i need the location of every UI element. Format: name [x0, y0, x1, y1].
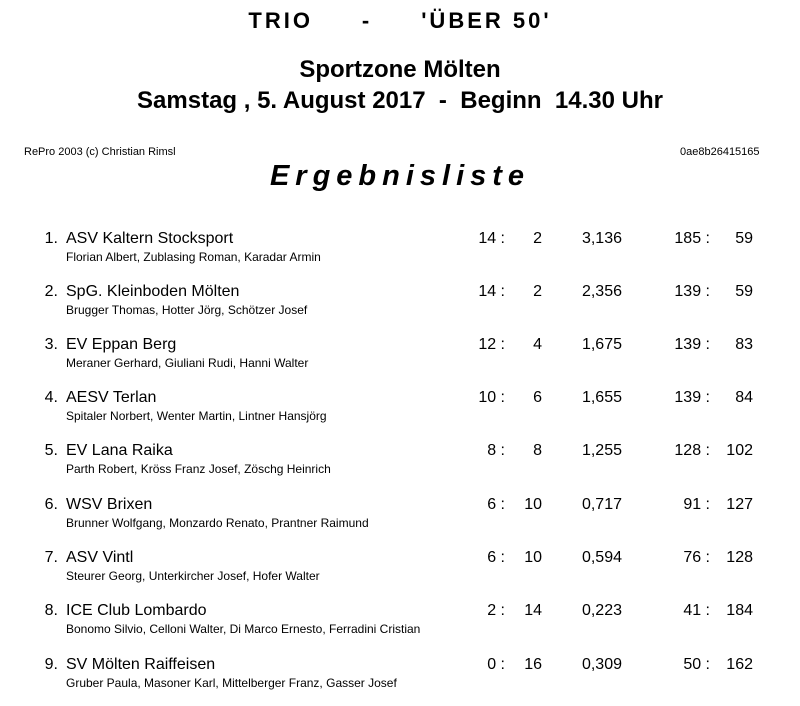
results-heading: Ergebnisliste [269, 160, 531, 192]
team-players: Parth Robert, Kröss Franz Josef, Zöschg Heinrich [66, 462, 331, 476]
points-lost: 14 [524, 602, 542, 619]
rank-number: 4. [44, 389, 58, 406]
points-lost: 4 [533, 336, 542, 353]
shots-for: 76 : [683, 549, 710, 566]
points-won: 14 : [478, 283, 505, 300]
points-won: 12 : [478, 336, 505, 353]
team-players: Meraner Gerhard, Giuliani Rudi, Hanni Walter [66, 356, 309, 370]
team-name: EV Lana Raika [66, 442, 173, 459]
team-name: ASV Kaltern Stocksport [66, 230, 234, 247]
result-row [0, 656, 800, 706]
points-lost: 2 [533, 230, 542, 247]
result-row [0, 549, 800, 599]
result-row [0, 230, 800, 280]
points-won: 6 : [487, 496, 505, 513]
team-players: Brunner Wolfgang, Monzardo Renato, Prantner Raimund [66, 516, 369, 530]
result-row [0, 389, 800, 439]
team-name: WSV Brixen [66, 496, 153, 513]
team-name: SV Mölten Raiffeisen [66, 656, 216, 673]
points-won: 2 : [487, 602, 505, 619]
team-players: Steurer Georg, Unterkircher Josef, Hofer Walter [66, 569, 320, 583]
title-right: 'ÜBER 50' [421, 8, 552, 33]
quotient: 3,136 [581, 230, 622, 247]
quotient: 1,675 [581, 336, 622, 353]
shots-for: 139 : [674, 283, 710, 300]
points-won: 14 : [478, 230, 505, 247]
rank-number: 1. [44, 230, 58, 247]
shots-for: 91 : [683, 496, 710, 513]
rank-number: 9. [44, 656, 58, 673]
result-row [0, 336, 800, 386]
team-name: ICE Club Lombardo [66, 602, 207, 619]
title-left: TRIO [248, 8, 313, 33]
shots-for: 139 : [674, 389, 710, 406]
rank-number: 8. [44, 602, 58, 619]
points-lost: 10 [524, 549, 542, 566]
points-lost: 2 [533, 283, 542, 300]
points-lost: 16 [524, 656, 542, 673]
team-players: Spitaler Norbert, Wenter Martin, Lintner Hansjörg [66, 409, 327, 423]
shots-against: 59 [735, 283, 753, 300]
shots-against: 128 [726, 549, 753, 566]
shots-against: 102 [726, 442, 753, 459]
result-row [0, 602, 800, 652]
team-players: Gruber Paula, Masoner Karl, Mittelberger Franz, Gasser Josef [66, 676, 397, 690]
shots-for: 185 : [674, 230, 710, 247]
code: 0ae8b26415165 [680, 146, 760, 158]
shots-against: 83 [735, 336, 753, 353]
shots-for: 50 : [683, 656, 710, 673]
rank-number: 2. [44, 283, 58, 300]
result-row [0, 442, 800, 492]
title-dash: - [361, 8, 373, 33]
points-won: 8 : [487, 442, 505, 459]
shots-against: 127 [726, 496, 753, 513]
quotient: 0,309 [581, 656, 622, 673]
date-line: Samstag , 5. August 2017 - Beginn 14.30 Uhr [137, 87, 663, 114]
points-won: 6 : [487, 549, 505, 566]
result-row [0, 283, 800, 333]
team-name: EV Eppan Berg [66, 336, 177, 353]
quotient: 0,223 [581, 602, 622, 619]
team-name: ASV Vintl [66, 549, 134, 566]
points-lost: 6 [533, 389, 542, 406]
team-name: SpG. Kleinboden Mölten [66, 283, 240, 300]
team-players: Florian Albert, Zublasing Roman, Karadar Armin [66, 250, 321, 264]
shots-against: 162 [726, 656, 753, 673]
points-won: 0 : [487, 656, 505, 673]
shots-against: 59 [735, 230, 753, 247]
points-lost: 10 [524, 496, 542, 513]
rank-number: 6. [44, 496, 58, 513]
quotient: 2,356 [581, 283, 622, 300]
result-row [0, 496, 800, 546]
quotient: 1,255 [581, 442, 622, 459]
shots-against: 84 [735, 389, 753, 406]
team-players: Brugger Thomas, Hotter Jörg, Schötzer Josef [66, 303, 308, 317]
quotient: 0,717 [581, 496, 622, 513]
shots-against: 184 [726, 602, 753, 619]
quotient: 1,655 [581, 389, 622, 406]
points-lost: 8 [533, 442, 542, 459]
points-won: 10 : [478, 389, 505, 406]
shots-for: 128 : [674, 442, 710, 459]
shots-for: 139 : [674, 336, 710, 353]
rank-number: 5. [44, 442, 58, 459]
venue: Sportzone Mölten [299, 56, 501, 83]
quotient: 0,594 [581, 549, 622, 566]
rank-number: 7. [44, 549, 58, 566]
credit: RePro 2003 (c) Christian Rimsl [24, 146, 176, 158]
shots-for: 41 : [683, 602, 710, 619]
team-name: AESV Terlan [66, 389, 157, 406]
team-players: Bonomo Silvio, Celloni Walter, Di Marco Ernesto, Ferradini Cristian [66, 622, 421, 636]
document-title [0, 8, 800, 34]
rank-number: 3. [44, 336, 58, 353]
